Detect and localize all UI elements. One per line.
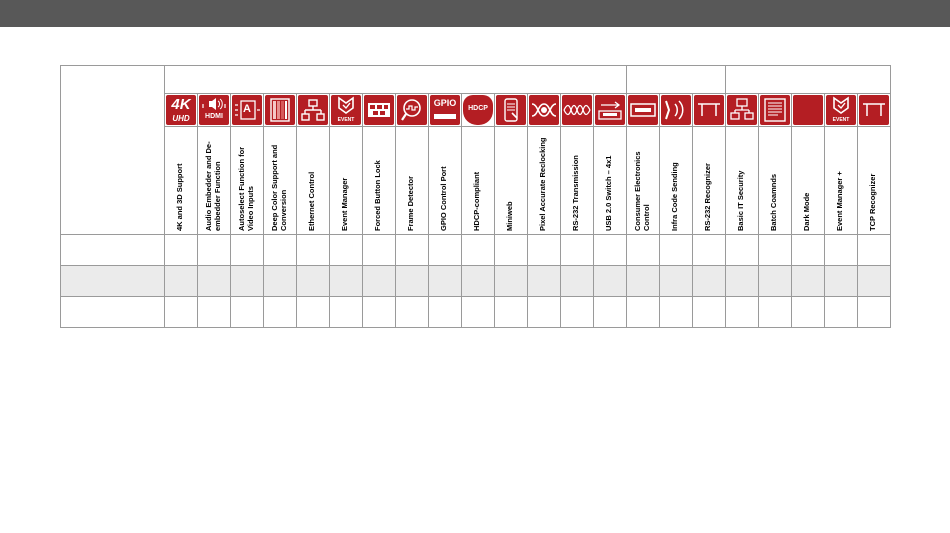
feature-name-cell — [858, 127, 891, 235]
table-cell — [495, 297, 528, 328]
table-cell — [561, 297, 594, 328]
table-cell — [198, 266, 231, 297]
tcp-recognizer-icon — [859, 95, 889, 125]
table-cell — [825, 297, 858, 328]
table-cell — [759, 297, 792, 328]
table-cell — [627, 235, 660, 266]
group-header-row — [61, 66, 891, 94]
hdmi-audio-icon: HDMI — [199, 95, 229, 125]
table-cell — [693, 297, 726, 328]
row-header-cell — [61, 235, 165, 266]
icon-cell — [297, 94, 330, 127]
table-cell — [363, 297, 396, 328]
table-cell — [726, 266, 759, 297]
table-cell — [693, 266, 726, 297]
feature-name-cell — [627, 127, 660, 235]
dark-mode-icon — [793, 95, 823, 125]
table-cell — [594, 266, 627, 297]
icon-cell — [627, 94, 660, 127]
infrared-icon — [661, 95, 691, 125]
table-cell — [825, 266, 858, 297]
table-cell — [297, 235, 330, 266]
feature-label: HDCP-compliant — [472, 171, 481, 231]
icon-cell — [759, 94, 792, 127]
cec-icon — [628, 95, 658, 125]
feature-name-cell — [726, 127, 759, 235]
rs232-recognizer-icon — [694, 95, 724, 125]
icon-cell — [429, 94, 462, 127]
feature-label: Batch Coamnds — [769, 173, 778, 231]
4k-uhd-icon: 4K UHD — [166, 95, 196, 125]
feature-label: Audio Embedder and De- embedder Function — [204, 141, 222, 231]
feature-name-cell — [363, 127, 396, 235]
feature-label: Forced Button Lock — [373, 160, 382, 231]
icon-cell — [396, 94, 429, 127]
table-cell — [231, 297, 264, 328]
table-cell — [198, 297, 231, 328]
feature-name-cell — [231, 127, 264, 235]
ethernet-icon — [298, 95, 328, 125]
deep-color-icon — [265, 95, 295, 125]
table-cell — [528, 297, 561, 328]
icon-cell — [528, 94, 561, 127]
icon-cell — [231, 94, 264, 127]
feature-label: Deep Color Support and Conversion — [270, 144, 288, 231]
table-cell — [627, 297, 660, 328]
table-cell — [165, 266, 198, 297]
table-cell — [198, 235, 231, 266]
table-cell — [396, 297, 429, 328]
feature-name-cell — [660, 127, 693, 235]
row-header-cell — [61, 266, 165, 297]
table-cell — [627, 266, 660, 297]
feature-name-cell — [693, 127, 726, 235]
feature-label: Ethernet Control — [307, 171, 316, 231]
event-manager-plus-icon: EVENT — [826, 95, 856, 125]
button-lock-icon — [364, 95, 394, 125]
table-cell — [462, 266, 495, 297]
feature-label: RS-232 Transmission — [571, 155, 580, 231]
table-cell — [726, 297, 759, 328]
table-cell — [561, 235, 594, 266]
top-header-bar — [0, 0, 950, 27]
miniweb-icon — [496, 95, 526, 125]
feature-label: TCP Recognizer — [868, 173, 877, 231]
icon-cell — [660, 94, 693, 127]
feature-name-cell — [495, 127, 528, 235]
event-manager-icon: EVENT — [331, 95, 361, 125]
feature-label: Basic IT Security — [736, 170, 745, 231]
table-cell — [858, 297, 891, 328]
table-row — [61, 297, 891, 328]
row-header-cell — [61, 297, 165, 328]
table-cell — [462, 235, 495, 266]
icon-cell — [198, 94, 231, 127]
table-cell — [726, 235, 759, 266]
table-cell — [330, 235, 363, 266]
table-cell — [429, 297, 462, 328]
table-cell — [792, 266, 825, 297]
icon-cell — [495, 94, 528, 127]
table-cell — [495, 266, 528, 297]
table-cell — [792, 297, 825, 328]
table-cell — [363, 266, 396, 297]
feature-name-cell — [330, 127, 363, 235]
feature-label: GPIO Control Port — [439, 166, 448, 231]
table-cell — [396, 235, 429, 266]
table-cell — [165, 297, 198, 328]
feature-label: Consumer Electronics Control — [633, 151, 651, 231]
feature-name-cell — [462, 127, 495, 235]
feature-name-cell — [792, 127, 825, 235]
table-cell — [297, 266, 330, 297]
table-cell — [363, 235, 396, 266]
feature-name-cell — [165, 127, 198, 235]
feature-label: Miniweb — [505, 201, 514, 231]
feature-label: Event Manager — [340, 177, 349, 231]
table-cell — [660, 266, 693, 297]
icon-cell — [165, 94, 198, 127]
icon-cell — [561, 94, 594, 127]
table-row — [61, 266, 891, 297]
icon-cell — [693, 94, 726, 127]
table-cell — [858, 235, 891, 266]
table-cell — [429, 235, 462, 266]
table-cell — [759, 235, 792, 266]
table-row — [61, 235, 891, 266]
feature-matrix-table — [60, 65, 891, 328]
hdcp-icon: HDCP — [463, 95, 493, 125]
group-header-3 — [726, 66, 891, 94]
frame-detector-icon — [397, 95, 427, 125]
feature-name-cell — [429, 127, 462, 235]
feature-name-cell — [759, 127, 792, 235]
table-cell — [858, 266, 891, 297]
table-cell — [693, 235, 726, 266]
feature-name-cell — [825, 127, 858, 235]
feature-label: Frame Detector — [406, 175, 415, 231]
table-cell — [297, 297, 330, 328]
icon-cell — [462, 94, 495, 127]
table-cell — [792, 235, 825, 266]
icon-cell — [858, 94, 891, 127]
icon-row — [61, 94, 891, 127]
feature-label: RS-232 Recognizer — [703, 163, 712, 231]
autoselect-icon: A — [232, 95, 262, 125]
feature-name-cell — [561, 127, 594, 235]
icon-cell — [726, 94, 759, 127]
table-cell — [528, 266, 561, 297]
icon-cell — [264, 94, 297, 127]
table-cell — [594, 235, 627, 266]
feature-name-cell — [396, 127, 429, 235]
feature-name-cell — [264, 127, 297, 235]
table-cell — [264, 266, 297, 297]
batch-commands-icon — [760, 95, 790, 125]
feature-label: Dark Mode — [802, 192, 811, 231]
feature-label: Infra Code Sending — [670, 162, 679, 231]
table-cell — [528, 235, 561, 266]
feature-name-cell — [528, 127, 561, 235]
table-cell — [825, 235, 858, 266]
table-cell — [231, 235, 264, 266]
table-cell — [660, 297, 693, 328]
feature-label: Event Manager + — [835, 171, 844, 231]
feature-label: Pixel Accurate Reclocking — [538, 137, 547, 231]
group-header-2 — [627, 66, 726, 94]
table-cell — [594, 297, 627, 328]
table-cell — [330, 297, 363, 328]
it-security-icon — [727, 95, 757, 125]
feature-label: USB 2.0 Switch – 4x1 — [604, 155, 613, 231]
reclocking-icon — [529, 95, 559, 125]
table-cell — [759, 266, 792, 297]
usb-icon — [595, 95, 625, 125]
feature-name-cell — [297, 127, 330, 235]
table-cell — [429, 266, 462, 297]
icon-cell — [330, 94, 363, 127]
table-cell — [462, 297, 495, 328]
feature-label: Autoselect Function for Video Inputs — [237, 146, 255, 231]
icon-cell — [792, 94, 825, 127]
icon-cell — [825, 94, 858, 127]
table-cell — [660, 235, 693, 266]
table-cell — [330, 266, 363, 297]
table-cell — [561, 266, 594, 297]
table-cell — [396, 266, 429, 297]
rs232-wave-icon — [562, 95, 592, 125]
icon-cell — [363, 94, 396, 127]
table-cell — [231, 266, 264, 297]
corner-cell — [61, 66, 165, 235]
icon-cell — [594, 94, 627, 127]
feature-name-cell — [198, 127, 231, 235]
table-cell — [264, 235, 297, 266]
feature-label: 4K and 3D Support — [175, 163, 184, 231]
table-cell — [165, 235, 198, 266]
table-cell — [495, 235, 528, 266]
gpio-icon: GPIO — [430, 95, 460, 125]
feature-name-cell — [594, 127, 627, 235]
feature-name-row — [61, 127, 891, 235]
group-header-1 — [165, 66, 627, 94]
table-cell — [264, 297, 297, 328]
